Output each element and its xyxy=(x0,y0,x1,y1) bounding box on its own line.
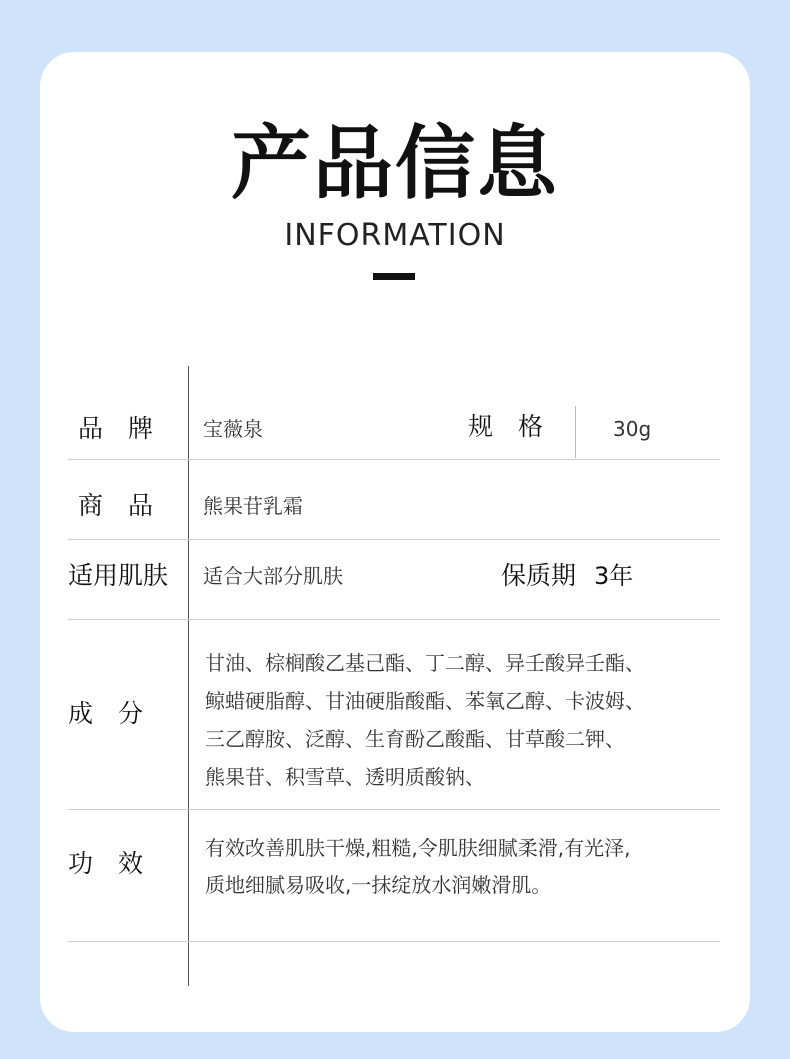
spec-label: 规 格 xyxy=(468,412,544,441)
skin-type-label: 适用肌肤 xyxy=(68,561,169,590)
row-divider xyxy=(68,941,720,942)
ingredients-label: 成 分 xyxy=(68,699,144,728)
row-divider xyxy=(68,459,720,460)
effect-label: 功 效 xyxy=(68,849,144,878)
spec-value: 30g xyxy=(613,417,652,441)
ingredients-line: 甘油、棕榈酸乙基己酯、丁二醇、异壬酸异壬酯、 xyxy=(205,651,645,675)
effect-line: 有效改善肌肤干燥,粗糙,令肌肤细腻柔滑,有光泽, xyxy=(205,836,631,860)
page-title: 产品信息 xyxy=(231,117,559,210)
spec-divider xyxy=(575,406,576,458)
brand-label: 品 牌 xyxy=(78,414,154,443)
ingredients-line: 熊果苷、积雪草、透明质酸钠、 xyxy=(205,765,485,789)
product-info-card xyxy=(40,52,750,1032)
brand-value: 宝薇泉 xyxy=(203,417,263,441)
page-subtitle: INFORMATION xyxy=(284,218,506,253)
effect-line: 质地细腻易吸收,一抹绽放水润嫩滑肌。 xyxy=(205,873,552,897)
shelf-life-value: 3年 xyxy=(594,562,634,590)
row-divider xyxy=(68,539,720,540)
ingredients-line: 三乙醇胺、泛醇、生育酚乙酸酯、甘草酸二钾、 xyxy=(205,727,625,751)
row-divider xyxy=(68,809,720,810)
title-divider xyxy=(373,273,415,280)
product-value: 熊果苷乳霜 xyxy=(203,494,303,518)
shelf-life-label: 保质期 xyxy=(501,561,577,590)
skin-type-value: 适合大部分肌肤 xyxy=(203,564,343,588)
product-label: 商 品 xyxy=(78,491,154,520)
ingredients-line: 鲸蜡硬脂醇、甘油硬脂酸酯、苯氧乙醇、卡波姆、 xyxy=(205,689,645,713)
row-divider xyxy=(68,619,720,620)
